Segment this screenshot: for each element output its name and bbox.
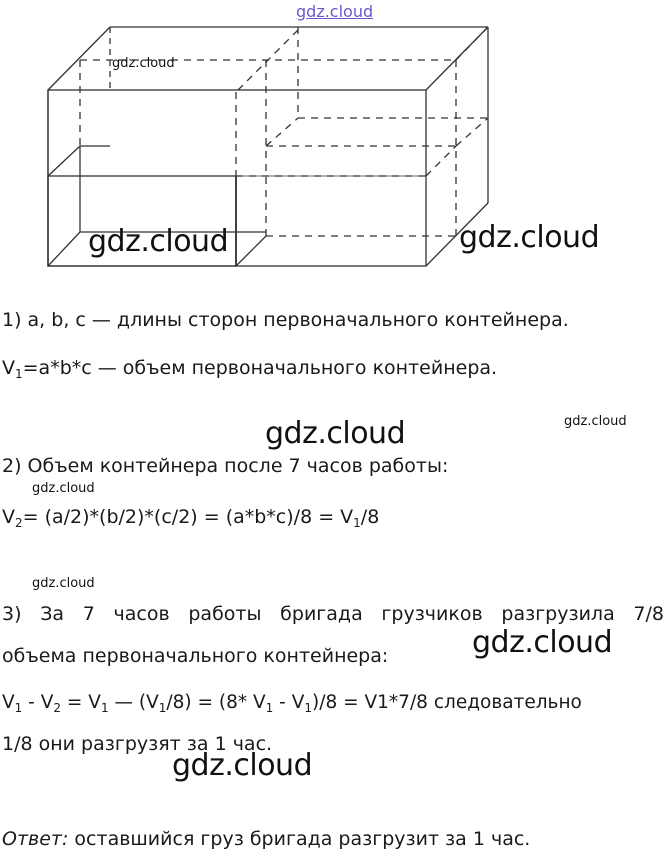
v-symbol: V — [2, 506, 15, 528]
watermark-small-4: gdz.cloud — [32, 576, 95, 591]
text-line-4 — [2, 506, 379, 530]
text-line-7: 1/8 они разгрузят за 1 час. — [2, 733, 273, 755]
dash-diag-mid — [266, 118, 298, 146]
small-box-edge5 — [236, 236, 266, 266]
subscript: 1 — [304, 701, 313, 715]
watermark-small-3: gdz.cloud — [32, 481, 95, 496]
v-symbol: V — [2, 357, 15, 379]
dash-diag-right2 — [456, 118, 488, 146]
subscript: 1 — [353, 516, 361, 530]
edge-top-left — [48, 27, 110, 90]
watermark-top: gdz.cloud — [296, 2, 374, 21]
watermark-large-1: gdz.cloud — [88, 224, 229, 259]
formula-text: - V — [22, 692, 54, 713]
formula-text: /8 — [360, 506, 380, 528]
text-line-3: 2) Объем контейнера после 7 часов работы: — [2, 455, 449, 477]
watermark-small-1: gdz.cloud — [112, 56, 175, 71]
formula-text: — (V — [108, 692, 159, 713]
formula-text: V — [2, 692, 15, 713]
watermark-large-3: gdz.cloud — [265, 416, 406, 451]
text-line-2 — [2, 357, 497, 381]
formula-text: /8) = (8* V — [166, 692, 266, 713]
subscript: 1 — [158, 701, 167, 715]
text-line-5a: 3) За 7 часов работы бригада грузчиков разгрузила 7/8 — [2, 603, 664, 625]
text-line-5b: объема первоначального контейнера: — [2, 645, 389, 667]
watermark-large-4: gdz.cloud — [472, 625, 613, 660]
subscript: 2 — [15, 516, 23, 530]
answer-label: Ответ: — [2, 828, 69, 850]
formula-text: = V — [61, 692, 101, 713]
small-box-edge1 — [48, 146, 80, 176]
subscript: 1 — [14, 701, 23, 715]
formula-text: = (a/2)*(b/2)*(c/2) = (a*b*c)/8 = V — [22, 506, 354, 528]
formula-text: - V — [273, 692, 305, 713]
text-line-1: 1) a, b, c — длины сторон первоначального контейнера. — [2, 309, 569, 331]
formula-text: )/8 = V1*7/8 следовательно — [312, 692, 582, 713]
dash-diag-right — [426, 146, 456, 176]
answer-line — [2, 828, 530, 850]
subscript: 1 — [15, 367, 23, 381]
watermark-large-5: gdz.cloud — [172, 748, 313, 783]
subscript: 1 — [100, 701, 109, 715]
formula-text: =a*b*c — объем первоначального контейнера. — [22, 357, 498, 379]
subscript: 1 — [265, 701, 274, 715]
dash-center-diag — [236, 30, 298, 92]
watermark-small-2: gdz.cloud — [564, 414, 627, 429]
watermark-large-2: gdz.cloud — [459, 220, 600, 255]
answer-text: оставшийся груз бригада разгрузит за 1 час. — [68, 828, 531, 850]
subscript: 2 — [53, 701, 62, 715]
small-box-edge3 — [48, 232, 80, 266]
text-line-6 — [2, 692, 582, 715]
